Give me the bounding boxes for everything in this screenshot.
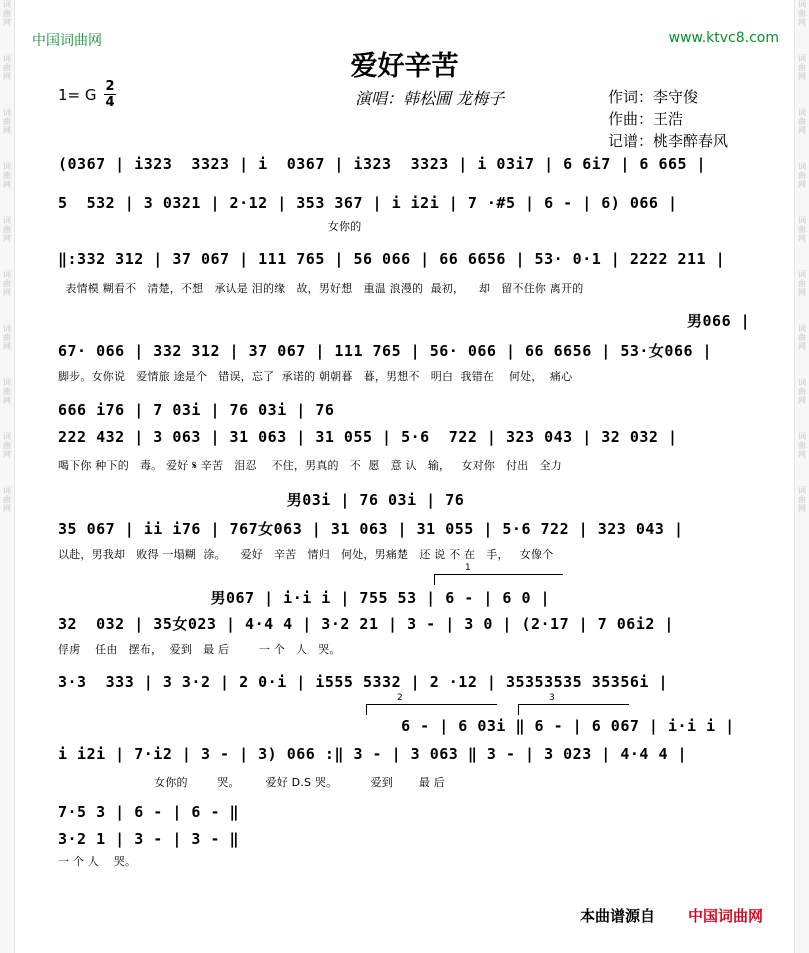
notation-line: 3·3 333 | 3 3·2 | 2 0·i | i555 5332 | 2 ·12 | 35353535 35356i |: [58, 673, 668, 691]
transcriber-credit: 记谱：桃李醉春风: [608, 132, 729, 150]
credits-block: [608, 86, 728, 152]
notation-line: 男03i | 76 03i | 76: [58, 491, 465, 509]
footer-source-label: 本曲谱源自: [580, 907, 656, 925]
notation-line: 男066 |: [58, 312, 751, 330]
notation-line: (0367 | i323 3323 | i 0367 | i323 3323 | i 03i7 | 6 6i7 | 6 665 |: [58, 155, 707, 173]
volta-bracket-3: 3: [518, 704, 629, 715]
meter-top: 2: [105, 79, 115, 94]
notation-line: 222 432 | 3 063 | 31 063 | 31 055 | 5·6 722 | 323 043 | 32 032 |: [58, 428, 678, 446]
song-title: 爱好辛苦: [350, 51, 459, 82]
notation-line: 7·5 3 | 6 - | 6 - ‖: [58, 803, 240, 821]
key-signature: 1= G: [58, 86, 97, 104]
site-url-right[interactable]: www.ktvc8.com: [668, 30, 779, 46]
right-watermark-text: 词 曲 网 词 曲 网 词 曲 网 词 曲 网 词 曲 网 词 曲 网 词 曲 网 词 曲 网 词 曲 网 词 曲 网: [798, 0, 806, 513]
lyric-line: 女你的 哭。 爱好 D.S 哭。 爱到 最 后: [58, 776, 445, 789]
time-signature: [104, 80, 116, 109]
volta-bracket-1: 1: [434, 574, 563, 585]
lyric-line: 喝下你 种下的 毒。 爱好 𝄋 辛苦 泪忍 不住，男真的 不 愿 意 认 输， 女对你 付出 全力: [58, 459, 562, 472]
notation-line: 3·2 1 | 3 - | 3 - ‖: [58, 830, 240, 848]
footer-source-site[interactable]: 中国词曲网: [688, 907, 764, 925]
lyric-line: 以赴，男我却 败得 一塌糊 涂。 爱好 辛苦 情归 何处，男痛楚 还 说 不 在 手， 女像个: [58, 548, 554, 561]
notation-line: 5 532 | 3 0321 | 2·12 | 353 367 | i i2i | 7 ·#5 | 6 - | 6) 066 |: [58, 194, 678, 212]
lyricist-credit: 作词：李守俊: [608, 88, 699, 106]
left-watermark-strip: [0, 0, 15, 953]
left-watermark-text: 词 曲 网 词 曲 网 词 曲 网 词 曲 网 词 曲 网 词 曲 网 词 曲 网 词 曲 网 词 曲 网 词 曲 网: [3, 0, 11, 513]
meter-bottom: 4: [105, 95, 115, 110]
notation-line: ‖:332 312 | 37 067 | 111 765 | 56 066 | 66 6656 | 53· 0·1 | 2222 211 |: [58, 250, 726, 268]
lyric-line: 俘虏 任由 摆布， 爱到 最 后 一 个 人 哭。: [58, 643, 341, 656]
lyric-line: 表情模 糊看不 清楚，不想 承认是 泪的缘 故，男好想 重温 浪漫的 最初， 却 留不住你 离开的: [58, 282, 584, 295]
lyric-line: 一 个 人 哭。: [58, 855, 137, 868]
composer-credit: 作曲：王浩: [608, 110, 684, 128]
notation-line: 男067 | i·i i | 755 53 | 6 - | 6 0 |: [58, 589, 551, 607]
lyric-line: 脚步。女你说 爱情旅 途是个 错误，忘了 承诺的 朝朝暮 暮，男想不 明白 我错在 何处， 痛心: [58, 370, 573, 383]
right-watermark-strip: [794, 0, 809, 953]
notation-line: 67· 066 | 332 312 | 37 067 | 111 765 | 56· 066 | 66 6656 | 53·女066 |: [58, 342, 713, 360]
notation-line: 35 067 | ii i76 | 767女063 | 31 063 | 31 055 | 5·6 722 | 323 043 |: [58, 520, 684, 538]
lyric-line: 女你的: [58, 220, 362, 233]
volta-bracket-2: 2: [366, 704, 497, 715]
singer-credit: 演唱：韩松圃 龙梅子: [355, 89, 505, 108]
notation-line: 666 i76 | 7 03i | 76 03i | 76: [58, 401, 335, 419]
notation-line: 32 032 | 35女023 | 4·4 4 | 3·2 21 | 3 - | 3 0 | (2·17 | 7 06i2 |: [58, 615, 674, 633]
site-name-left[interactable]: 中国词曲网: [32, 33, 102, 49]
notation-line: 6 - | 6 03i ‖ 6 - | 6 067 | i·i i |: [58, 717, 735, 735]
notation-line: i i2i | 7·i2 | 3 - | 3) 066 :‖ 3 - | 3 063 ‖ 3 - | 3 023 | 4·4 4 |: [58, 745, 688, 763]
